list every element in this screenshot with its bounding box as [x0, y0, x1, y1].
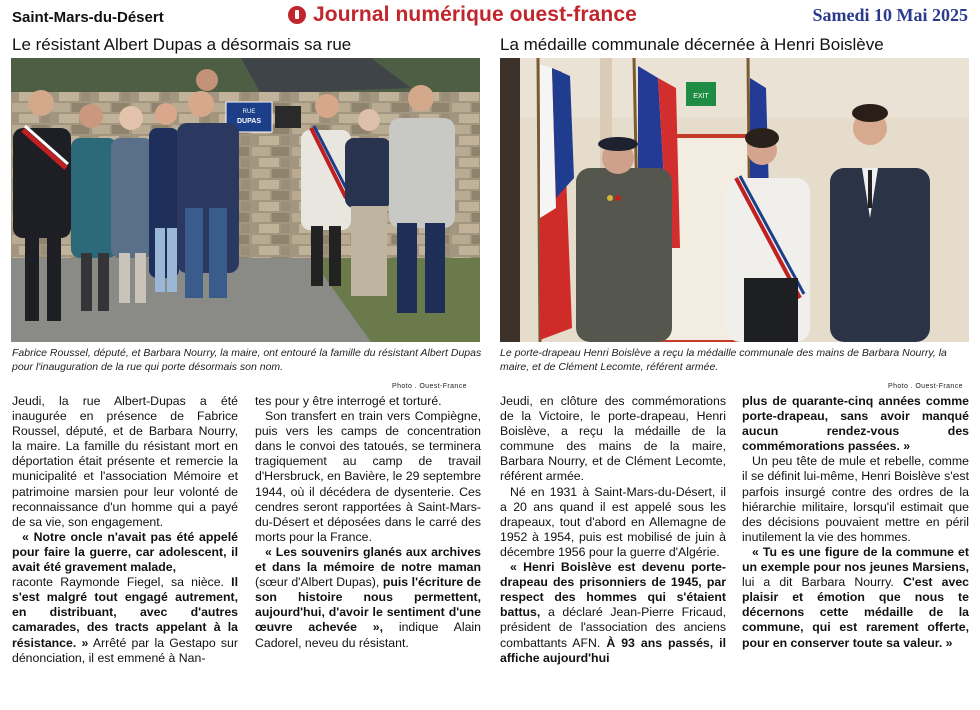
quote-text: « Henri Boislève est devenu porte-drapeau des prisonniers de 1945, par respect des hommes qui s'étaient battus,	[500, 560, 726, 620]
right-photo-credit: Photo . Ouest-France	[888, 383, 963, 390]
paragraph: Jeudi, la rue Albert-Dupas a été inaugurée en présence de Fabrice Roussel, député, et de Barbara Nourry, la maire. La famille du résistant mort en déportation était présente et remercie la municipalité et l'association Mémoire et patrimoine marsien pour leur volonté de reconnaissance d'un homme qui a payé de sa vie, son engagement.	[12, 394, 238, 529]
exit-sign-text: EXIT	[693, 93, 709, 100]
quote-text: C'est avec plaisir et émotion que nous te décernons cette médaille de la commune, qui est rarement offerte, pour en conserver toute sa valeur. »	[742, 575, 969, 650]
left-article-photo	[11, 58, 480, 342]
right-article-column-2	[742, 394, 969, 651]
quote-text: Il s'est malgré tout engagé autrement, en distribuant, avec d'autres camarades, des tracts appelant à la résistance. »	[12, 575, 239, 650]
right-article-column-1	[500, 394, 726, 666]
quote-text: À 93 ans passés, il affiche aujourd'hui	[500, 635, 726, 665]
right-article-photo	[500, 58, 969, 342]
left-photo-credit: Photo . Ouest-France	[392, 383, 467, 390]
right-article-title: La médaille communale décernée à Henri Boislève	[500, 35, 884, 54]
journal-name: Journal numérique ouest-france	[313, 3, 637, 26]
left-photo-caption: Fabrice Roussel, député, et Barbara Nourry, la maire, ont entouré la famille du résistant Albert Dupas pour l'inauguration de la rue qui porte désormais son nom.	[12, 347, 482, 373]
paragraph: Son transfert en train vers Compiègne, puis vers les camps de concentration dans le convoi des tatoués, se terminera tragiquement au camp de travail d'Hersbruck, en Bavière, le 29 septembre 1944, où il décédera de dysenterie. Ces cendres seront rapportées à Saint-Mars-du-Désert et déposées dans le carré des morts pour la France.	[255, 409, 481, 544]
ouest-france-logo-icon	[288, 6, 306, 24]
quote-paragraph: plus de quarante-cinq années comme porte-drapeau, sans avoir manqué aucun rendez-vous des commémorations passées. »	[742, 394, 969, 454]
quote-attribution: a déclaré Jean-Pierre Fricaud, président de l'association des anciens combattants AFN.	[500, 605, 726, 650]
quote-attribution: lui a dit Barbara Nourry.	[742, 575, 894, 590]
left-article-column-2	[255, 394, 481, 651]
paragraph: Né en 1931 à Saint-Mars-du-Désert, il a 20 ans quand il est appelé sous les drapeaux, tout d'abord en Allemagne de 1952 à 1954, puis est mobilisé de juin à décembre 1956 pour la guerre d'Algérie.	[500, 484, 726, 559]
paragraph-text: Arrêté par la Gestapo sur dénonciation, il est emmené à Nan-	[12, 635, 238, 665]
street-sign-text: RUE	[242, 109, 256, 115]
paragraph: Un peu tête de mule et rebelle, comme il se définit lui-même, Henri Boislève s'est parfois insurgé contre des ordres de la hiérarchie militaire, lorsqu'il estimait que des décisions pouvaient mettre en péril inutilement la vie des hommes.	[742, 454, 969, 544]
quote-paragraph: « Notre oncle n'avait pas été appelé pour faire la guerre, car adolescent, il avait été gravement malade,	[12, 529, 238, 575]
right-photo-caption: Le porte-drapeau Henri Boislève a reçu la médaille communale des mains de Barbara Nourry, la maire, et de Clément Lecomte, référent armée.	[500, 347, 947, 373]
quote-text: puis l'écriture de son histoire nous permettent, aujourd'hui, d'avoir le sentiment d'une œuvre achevée »,	[255, 575, 482, 635]
quote-attribution: indique Alain Cadorel, neveu du résistant.	[255, 620, 482, 650]
paragraph: tes pour y être interrogé et torturé.	[255, 394, 442, 408]
quote-text: « Les souvenirs glanés aux archives et dans la mémoire de notre maman	[255, 544, 481, 575]
location-header: Saint-Mars-du-Désert	[12, 9, 164, 26]
paragraph: Jeudi, en clôture des commémorations de la Victoire, le porte-drapeau, Henri Boislève, a reçu la médaille de la commune des mains de la maire, Barbara Nourry, et de Clément Lecomte, référent armée.	[500, 394, 726, 484]
journal-header	[288, 3, 637, 27]
left-article-title: Le résistant Albert Dupas a désormais sa rue	[12, 35, 352, 54]
quote-attribution: raconte Raymonde Fiegel, sa nièce.	[12, 575, 224, 590]
quote-aside: (sœur d'Albert Dupas),	[255, 575, 380, 590]
date-header: Samedi 10 Mai 2025	[812, 5, 968, 25]
quote-text: « Tu es une figure de la commune et un exemple pour nos jeunes Marsiens,	[742, 544, 969, 575]
left-article-column-1	[12, 394, 238, 666]
svg-text:DUPAS: DUPAS	[237, 118, 261, 125]
